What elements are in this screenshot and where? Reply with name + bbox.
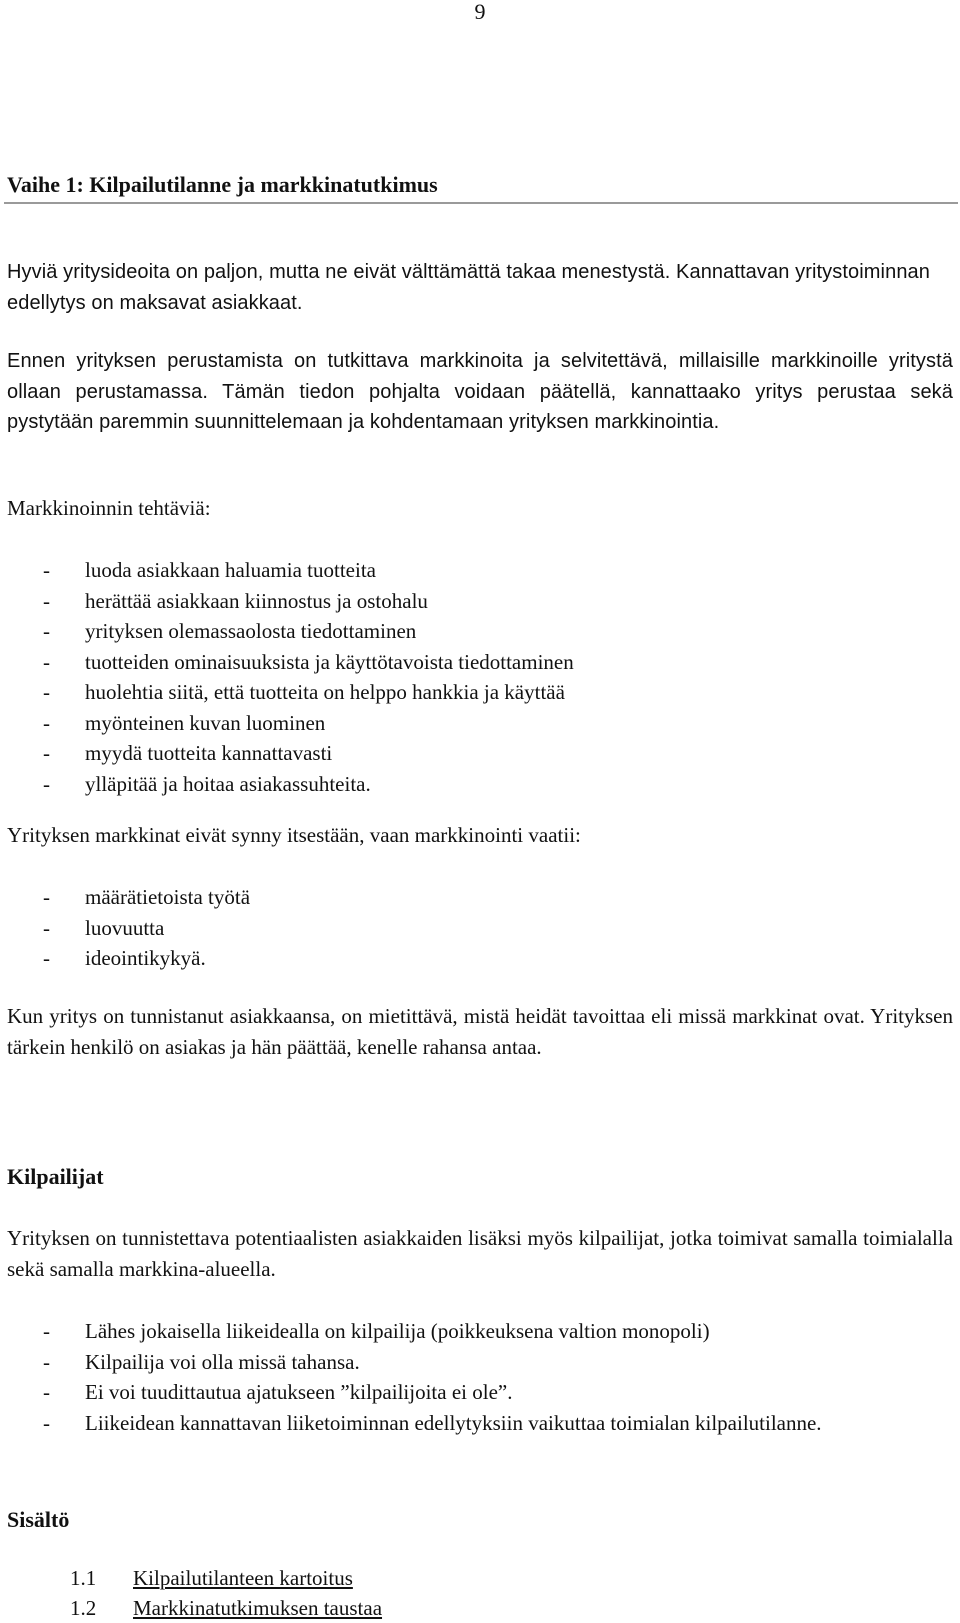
list-item: - luovuutta xyxy=(43,915,165,940)
toc-link-kilpailutilanteen-kartoitus[interactable]: Kilpailutilanteen kartoitus xyxy=(133,1566,353,1590)
list-item: - määrätietoista työtä xyxy=(43,885,251,909)
list-item: - Ei voi tuudittautua ajatukseen ”kilpailijoita ei ole”. xyxy=(43,1380,513,1404)
section-title: Vaihe 1: Kilpailutilanne ja markkinatutkimus xyxy=(7,172,438,197)
competitors-paragraph: Yrityksen on tunnistettava potentiaalisten asiakkaiden lisäksi myös kilpailijat, jotka toimivat samalla toimialalla sekä samalla markkina-alueella. xyxy=(7,1226,953,1281)
list-item: - Liikeidean kannattavan liiketoiminnan edellytyksiin vaikuttaa toimialan kilpailutilanne. xyxy=(43,1410,822,1435)
marketing-tasks-list xyxy=(7,555,953,799)
toc-link-markkinatutkimuksen-taustaa[interactable]: Markkinatutkimuksen taustaa xyxy=(133,1596,383,1620)
toc-item-1-2[interactable] xyxy=(70,1594,382,1623)
list-item: - luoda asiakkaan haluamia tuotteita xyxy=(43,558,376,582)
toc-number: 1.1 xyxy=(70,1566,97,1590)
contents-title: Sisältö xyxy=(7,1507,70,1532)
list-item: - tuotteiden ominaisuuksista ja käyttötavoista tiedottaminen xyxy=(43,649,574,674)
list-item: - myönteinen kuvan luominen xyxy=(43,710,326,735)
list-item: - ideointikykyä. xyxy=(43,946,206,970)
intro-paragraph-1: Hyviä yritysideoita on paljon, mutta ne eivät välttämättä takaa menestystä. Kannattavan yritystoiminnan edellytys on maksavat asiakkaat. xyxy=(7,261,930,314)
toc-item-1-1[interactable] xyxy=(70,1564,353,1593)
intro-paragraph-2: Ennen yrityksen perustamista on tutkittava markkinoita ja selvitettävä, millaisille markkinoille yritystä ollaan perustamassa. Tämän tiedon pohjalta voidaan päätellä, kannattaako yritys perustaa sekä pystytään paremmin suunnittelemaan ja kohdentamaan yrityksen markkinointia. xyxy=(7,350,953,433)
list-item: - yrityksen olemassaolosta tiedottaminen xyxy=(43,619,417,643)
list-item: - ylläpitää ja hoitaa asiakassuhteita. xyxy=(43,771,371,796)
list-item: - Kilpailija voi olla missä tahansa. xyxy=(43,1349,360,1374)
list-item: - myydä tuotteita kannattavasti xyxy=(43,741,333,765)
marketing-tasks-title: Markkinoinnin tehtäviä: xyxy=(7,496,211,520)
list-item: - herättää asiakkaan kiinnostus ja ostohalu xyxy=(43,588,428,613)
toc-number: 1.2 xyxy=(70,1596,97,1620)
page-number: 9 xyxy=(474,0,486,24)
list-item: - Lähes jokaisella liikeidealla on kilpailija (poikkeuksena valtion monopoli) xyxy=(43,1319,710,1343)
list-item: - huolehtia siitä, että tuotteita on helppo hankkia ja käyttää xyxy=(43,680,565,704)
section-divider xyxy=(4,202,958,204)
competitors-title: Kilpailijat xyxy=(7,1164,104,1189)
requirements-list xyxy=(7,882,953,974)
competitors-list xyxy=(7,1316,953,1438)
requirements-intro: Yrityksen markkinat eivät synny itsestään, vaan markkinointi vaatii: xyxy=(7,823,581,847)
customers-paragraph: Kun yritys on tunnistanut asiakkaansa, on mietittävä, mistä heidät tavoittaa eli missä markkinat ovat. Yrityksen tärkein henkilö on asiakas ja hän päättää, kenelle rahansa antaa. xyxy=(7,1004,953,1059)
